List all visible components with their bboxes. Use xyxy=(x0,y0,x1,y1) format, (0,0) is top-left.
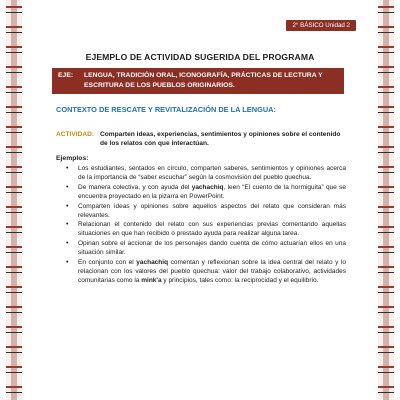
list-item: • De manera colectiva, y con ayuda del yachachiq, leen “El cuento de la hormiguita” que se encuentra proyectado en la pizarra en PowerPoint. xyxy=(64,183,346,201)
list-item: • Opinan sobre el accionar de los personajes dando cuenta de cómo actuarían ellos en una situación similar. xyxy=(64,239,346,257)
list-item: • Comparten ideas y opiniones sobre aquellos aspectos del relato que consideran más relevantes. xyxy=(64,202,346,220)
eje-banner xyxy=(52,68,344,94)
actividad-text: Comparten ideas, experiencias, sentimientos y opiniones sobre el contenido de los relatos con que interactúan. xyxy=(100,131,341,147)
list-item: • Los estudiantes, sentados en círculo, comparten saberes, sentimientos y opiniones acerca de la importancia de “saber escuchar” según la cosmovisión del pueblo quechua. xyxy=(64,164,346,182)
actividad-block xyxy=(56,130,346,148)
unit-badge: 2° BÁSICO Unidad 2 xyxy=(286,20,356,31)
eje-label: EJE: xyxy=(58,72,74,79)
eje-text: LENGUA, TRADICIÓN ORAL, ICONOGRAFÍA, PRÁCTICAS DE LECTURA Y ESCRITURA DE LOS PUEBLOS ORIGINARIOS. xyxy=(84,72,323,89)
context-heading: CONTEXTO DE RESCATE Y REVITALIZACIÓN DE LA LENGUA: xyxy=(56,105,276,114)
ejemplos-list xyxy=(64,164,346,286)
list-item: • Relacionan el contenido del relato con sus experiencias previas comentando aquellas situaciones en que han recibido o prestado ayuda para realizar alguna tarea. xyxy=(64,220,346,238)
page-title: EJEMPLO DE ACTIVIDAD SUGERIDA DEL PROGRAMA xyxy=(85,52,315,62)
ejemplos-heading: Ejemplos: xyxy=(56,155,89,162)
list-item: • En conjunto con el yachachiq comentan y reflexionan sobre la idea central del relato y lo relacionan con los valores del pueblo quechua: valor del trabajo colaborativo, actividades comunitarias como la mink'a y principios, tales como: la reciprocidad y el equilibrio. xyxy=(64,258,346,285)
actividad-label: ACTIVIDAD: xyxy=(56,131,95,138)
